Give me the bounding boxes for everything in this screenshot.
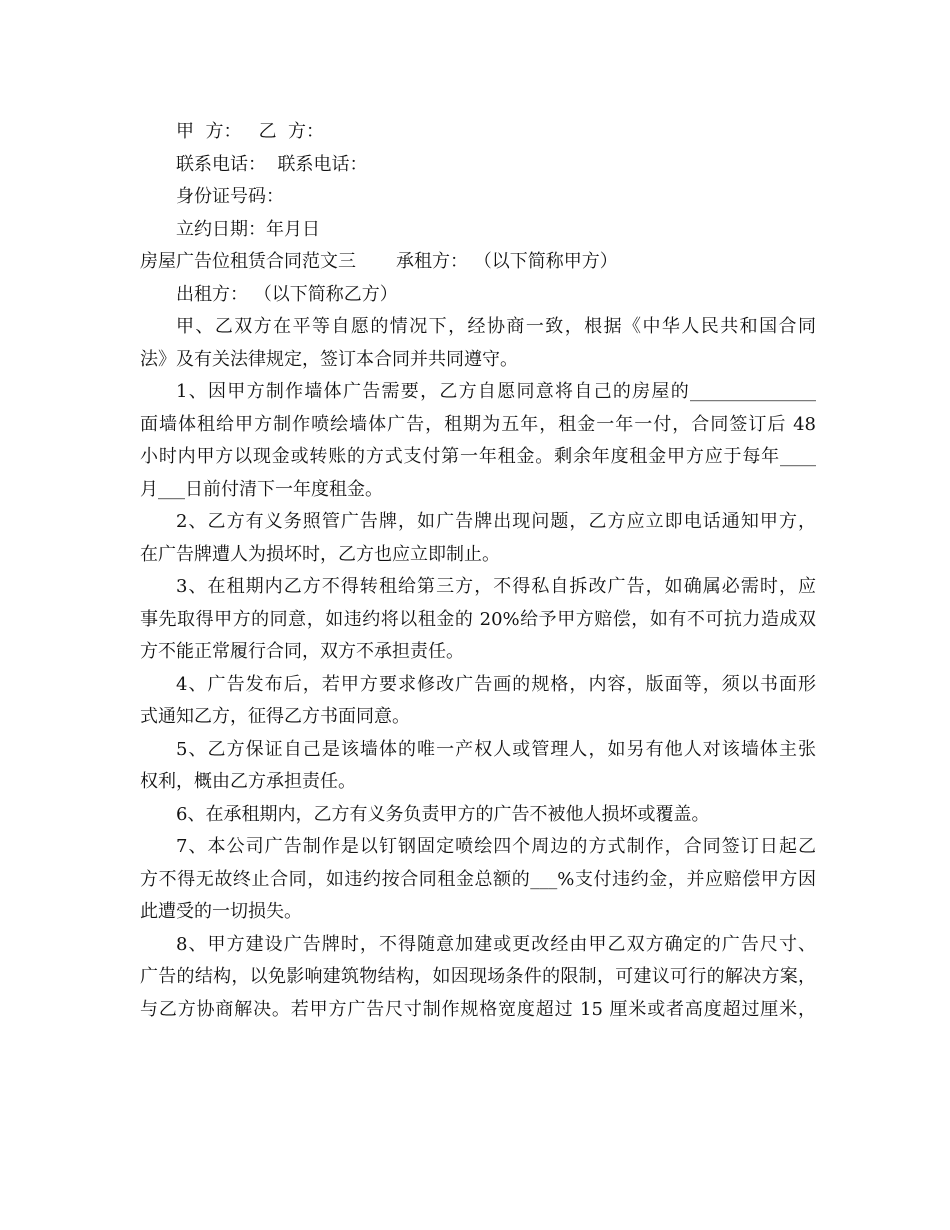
contract-title-line: 房屋广告位租赁合同范文三 承租方： （以下简称甲方） (140, 251, 618, 272)
paragraph-line: 广告的结构，以免影响建筑物结构，如因现场条件的限制，可建议可行的解决方案， (140, 966, 816, 987)
contract-date-line: 立约日期：年月日 (176, 218, 320, 240)
paragraph-line: 4、广告发布后，若甲方要求修改广告画的规格，内容，版面等，须以书面形 (176, 673, 816, 695)
paragraph-line: 方不能正常履行合同，双方不承担责任。 (140, 641, 464, 662)
paragraph-line: 8、甲方建设广告牌时，不得随意加建或更改经由甲乙双方确定的广告尺寸、 (176, 933, 816, 955)
paragraph-line: 事先取得甲方的同意，如违约将以租金的 20%给予甲方赔偿，如有不可抗力造成双 (140, 608, 816, 630)
paragraph-line: 与乙方协商解决。若甲方广告尺寸制作规格宽度超过 15 厘米或者高度超过厘米， (140, 998, 816, 1020)
paragraph-line: 方不得无故终止合同，如违约按合同租金总额的___%支付违约金，并应赔偿甲方因 (140, 868, 816, 890)
paragraph-line: 7、本公司广告制作是以钉钢固定喷绘四个周边的方式制作，合同签订日起乙 (176, 836, 816, 857)
paragraph-line: 法》及有关法律规定，签订本合同并共同遵守。 (140, 348, 518, 370)
paragraph-line: 此遭受的一切损失。 (140, 901, 302, 922)
paragraph-line: 3、在租期内乙方不得转租给第三方，不得私自拆改广告，如确属必需时，应 (176, 576, 816, 597)
paragraph-line: 2、乙方有义务照管广告牌，如广告牌出现问题，乙方应立即电话通知甲方， (176, 511, 816, 532)
paragraph-line: 5、乙方保证自己是该墙体的唯一产权人或管理人，如另有他人对该墙体主张 (176, 738, 816, 760)
paragraph-line: 权利，概由乙方承担责任。 (140, 771, 356, 792)
contact-phone-line: 联系电话： 联系电话： (176, 153, 368, 175)
paragraph-line: 面墙体租给甲方制作喷绘墙体广告，租期为五年，租金一年一付，合同签订后 48 (140, 413, 816, 435)
paragraph-line: 月___日前付清下一年度租金。 (140, 478, 383, 500)
id-number-line: 身份证号码： (176, 186, 284, 207)
document-body (140, 116, 816, 1026)
paragraph-line: 式通知乙方，征得乙方书面同意。 (140, 706, 410, 727)
lessor-line: 出租方： （以下简称乙方） (176, 283, 398, 305)
paragraph-line: 1、因甲方制作墙体广告需要，乙方自愿同意将自己的房屋的______________ (176, 381, 816, 402)
paragraph-line: 6、在承租期内，乙方有义务负责甲方的广告不被他人损坏或覆盖。 (176, 803, 710, 825)
party-line: 甲 方： 乙 方： (176, 121, 325, 142)
paragraph-line: 在广告牌遭人为损坏时，乙方也应立即制止。 (140, 543, 500, 565)
paragraph-line: 甲、乙双方在平等自愿的情况下，经协商一致，根据《中华人民共和国合同 (176, 316, 816, 337)
paragraph-line: 小时内甲方以现金或转账的方式支付第一年租金。剩余年度租金甲方应于每年____ (140, 446, 816, 467)
